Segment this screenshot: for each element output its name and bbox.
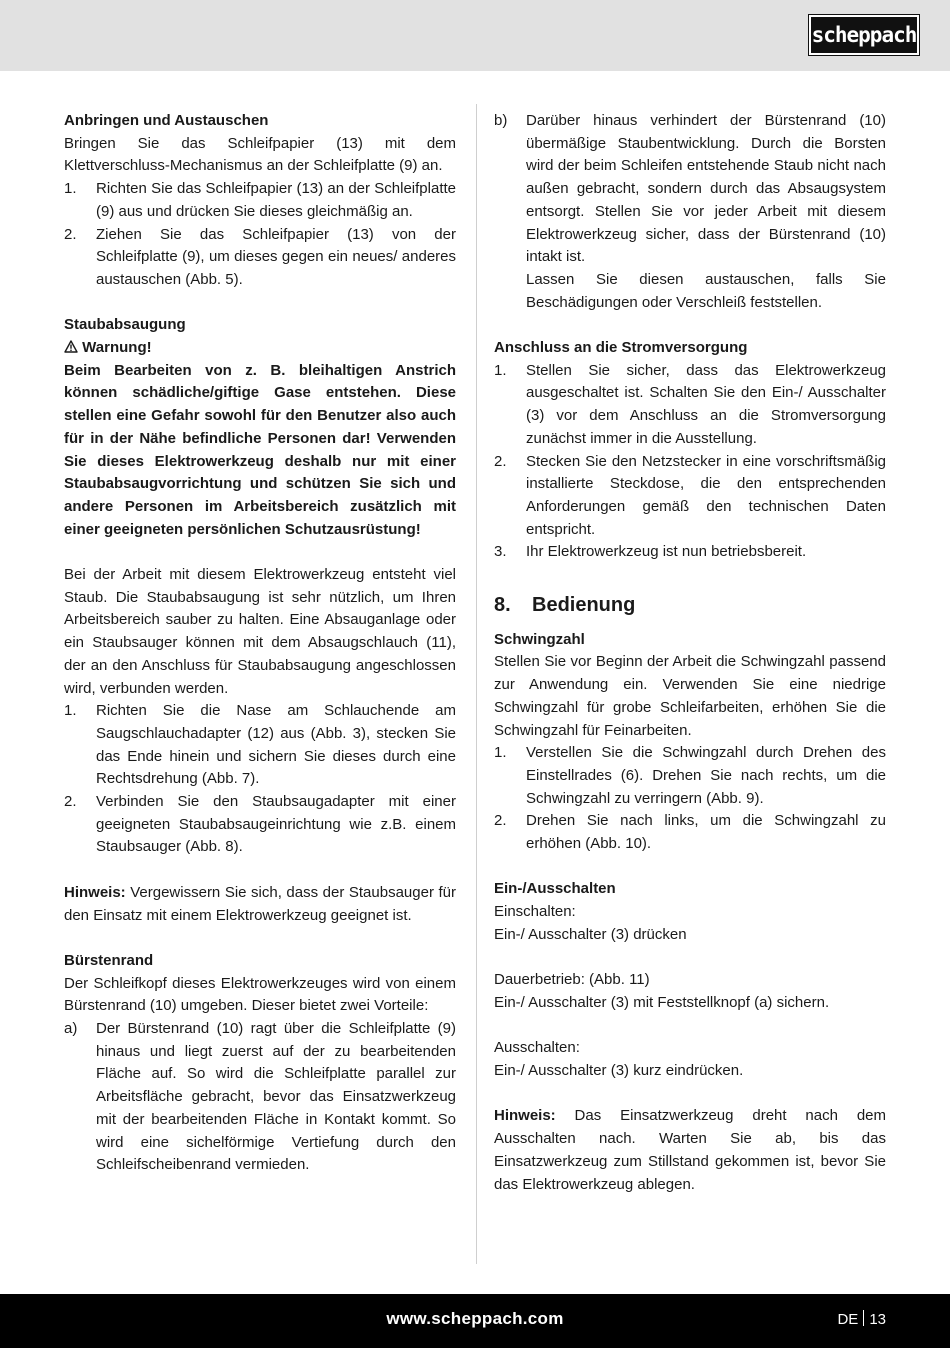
heading-attach: Anbringen und Austauschen <box>64 112 269 129</box>
list-number: 1. <box>64 702 77 720</box>
warning-icon <box>64 340 78 353</box>
list-text: Ihr Elektrowerkzeug ist nun betriebsbereit. <box>526 543 807 561</box>
list-item <box>64 791 456 859</box>
page-number: 13 <box>869 1311 886 1328</box>
list-text: Stecken Sie den Netzstecker in eine vorschriftsmäßig installierte Steckdose, die den entsprechenden Anforderungen gemäß den technischen Daten entspricht. <box>526 452 886 538</box>
note-paragraph <box>494 1105 886 1196</box>
note-label: Hinweis: <box>494 1107 556 1125</box>
list-item <box>64 224 456 292</box>
list-number: 2. <box>64 225 77 243</box>
list-text: Richten Sie das Schleifpapier (13) an der Schleifplatte (9) aus und drücken Sie dieses gleichmäßig an. <box>96 180 456 220</box>
oscillation-text: Stellen Sie vor Beginn der Arbeit die Schwingzahl passend zur Anwendung ein. Verwenden Sie eine niedrige Schwingzahl für grobe Schleifarbeiten, erhöhen Sie die Schwingzahl für Feinarbeiten. <box>494 653 886 739</box>
brush-b-continuation: Lassen Sie diesen austauschen, falls Sie Beschädigungen oder Verschleiß feststellen. <box>526 270 886 311</box>
dust-text: Bei der Arbeit mit diesem Elektrowerkzeug entsteht viel Staub. Die Staubabsaugung ist sehr nützlich, um Ihren Arbeitsbereich sauber zu halten. Eine Absauganlage oder ein Staubsauger können mit dem Absaugschlauch (11), der an den Anschluss für Staubabsaugung angeschlossen wird, verbunden werden. <box>64 566 456 697</box>
list-text: Drehen Sie nach links, um die Schwingzahl zu erhöhen (Abb. 10). <box>526 812 886 853</box>
switch-off-text: Ein-/ Ausschalter (3) kurz eindrücken. <box>494 1062 744 1080</box>
heading-oscillation: Schwingzahl <box>494 630 585 648</box>
right-column <box>494 110 886 1196</box>
list-item <box>64 178 456 223</box>
list-number: 2. <box>494 452 507 470</box>
page-indicator <box>837 1310 886 1328</box>
header-bar <box>0 0 950 71</box>
list-number: 3. <box>494 543 507 561</box>
heading-switch: Ein-/Ausschalten <box>494 880 616 898</box>
heading-dust: Staubabsaugung <box>64 316 186 334</box>
list-text: Richten Sie die Nase am Schlauchende am Saugschlauchadapter (12) aus (Abb. 3), stecken Sie das Ende hinein und sichern Sie dieses durch eine Rechtsdrehung (Abb. 7). <box>96 702 456 788</box>
list-letter: b) <box>494 112 508 129</box>
list-item <box>494 810 886 855</box>
note-paragraph <box>64 882 456 927</box>
warning-label-line <box>64 337 456 360</box>
list-number: 1. <box>494 361 507 379</box>
continuous-text: Ein-/ Ausschalter (3) mit Feststellknopf (a) sichern. <box>494 993 830 1011</box>
list-text: Der Bürstenrand (10) ragt über die Schleifplatte (9) hinaus und liegt zuerst auf der zu bearbeitenden Fläche auf. So wird die Schleifplatte parallel zur Arbeitsfläche gebracht, bevor das Einsatzwerkzeug mit der bearbeitenden Fläche in Kontakt kommt. So wird eine sichelförmige Vertiefung durch den Schleifscheibenrand vermieden. <box>96 1020 456 1174</box>
list-item <box>494 110 886 269</box>
list-text: Darüber hinaus verhindert der Bürstenrand (10) übermäßige Staubentwicklung. Durch die Borsten wird der beim Schleifen entstehende Staub nicht nach außen gebracht, sondern durch das Absaugsystem entsorgt. Stellen Sie vor jeder Arbeit mit diesem Elektrowerkzeug sicher, dass der Bürstenrand (10) intakt ist. <box>526 112 886 266</box>
heading-brush: Bürstenrand <box>64 951 154 969</box>
section-title <box>494 592 886 618</box>
list-item <box>64 700 456 791</box>
brand-logo: scheppach <box>809 15 919 55</box>
warning-text: Beim Bearbeiten von z. B. bleihaltigen Anstrich können schädliche/giftige Gase entstehen. Diese stellen eine Gefahr sowohl für den Benutzer also auch für in der Nähe befindliche Personen dar! Verwenden Sie dieses Elektrowerkzeug deshalb nur mit einer Staubabsaugvorrichtung und schützen Sie sich und andere Personen im Arbeitsbereich zusätzlich mit einer geeigneten persönlichen Schutzausrüstung! <box>64 361 456 538</box>
column-divider <box>476 104 477 1264</box>
note-text: Vergewissern Sie sich, dass der Staubsauger für den Einsatz mit einem Elektrowerkzeug geeignet ist. <box>64 883 456 924</box>
section-number: 8. <box>494 593 511 616</box>
list-item <box>494 451 886 542</box>
list-item <box>494 360 886 451</box>
separator <box>863 1310 864 1326</box>
section-name: Bedienung <box>532 593 636 616</box>
heading-power: Anschluss an die Stromversorgung <box>494 339 748 357</box>
attach-intro: Bringen Sie das Schleifpapier (13) mit dem Klettverschluss-Mechanismus an der Schleifplatte (9) an. <box>64 134 456 175</box>
footer-bar <box>0 1294 950 1348</box>
list-number: 1. <box>494 744 507 762</box>
brush-intro: Der Schleifkopf dieses Elektrowerkzeuges wird von einem Bürstenrand (10) umgeben. Dieser bietet zwei Vorteile: <box>64 974 456 1015</box>
continuous-label: Dauerbetrieb: (Abb. 11) <box>494 971 650 989</box>
switch-off-label: Ausschalten: <box>494 1039 580 1057</box>
list-item <box>494 541 886 564</box>
list-item <box>494 742 886 810</box>
website-link[interactable]: www.scheppach.com <box>386 1309 564 1328</box>
language-code: DE <box>837 1311 859 1328</box>
list-number: 2. <box>494 812 507 830</box>
list-text: Stellen Sie sicher, dass das Elektrowerkzeug ausgeschaltet ist. Schalten Sie den Ein-/ Ausschalter (3) vor dem Anschluss an die Stromversorgung zunächst immer in die Ausstellung. <box>526 361 886 447</box>
list-text: Verbinden Sie den Staubsaugadapter mit einer geeigneten Staubabsaugeinrichtung wie z.B. einem Staubsauger (Abb. 8). <box>96 793 456 856</box>
switch-on-label: Einschalten: <box>494 903 576 921</box>
list-item <box>64 1018 456 1177</box>
list-letter: a) <box>64 1020 78 1038</box>
switch-on-text: Ein-/ Ausschalter (3) drücken <box>494 925 687 943</box>
list-number: 2. <box>64 793 77 811</box>
list-text: Ziehen Sie das Schleifpapier (13) von der Schleifplatte (9), um dieses gegen ein neues/ anderes austauschen (Abb. 5). <box>96 225 456 288</box>
list-text: Verstellen Sie die Schwingzahl durch Drehen des Einstellrades (6). Drehen Sie nach rechts, um die Schwingzahl zu verringern (Abb. 9). <box>526 744 886 807</box>
warning-label: Warnung! <box>82 339 152 357</box>
left-column <box>64 110 456 1177</box>
note-label: Hinweis: <box>64 883 126 901</box>
list-number: 1. <box>64 180 77 198</box>
note-text: Das Einsatzwerkzeug dreht nach dem Ausschalten nach. Warten Sie ab, bis das Einsatzwerkzeug zum Stillstand gekommen ist, bevor Sie das Elektrowerkzeug ablegen. <box>494 1107 886 1193</box>
